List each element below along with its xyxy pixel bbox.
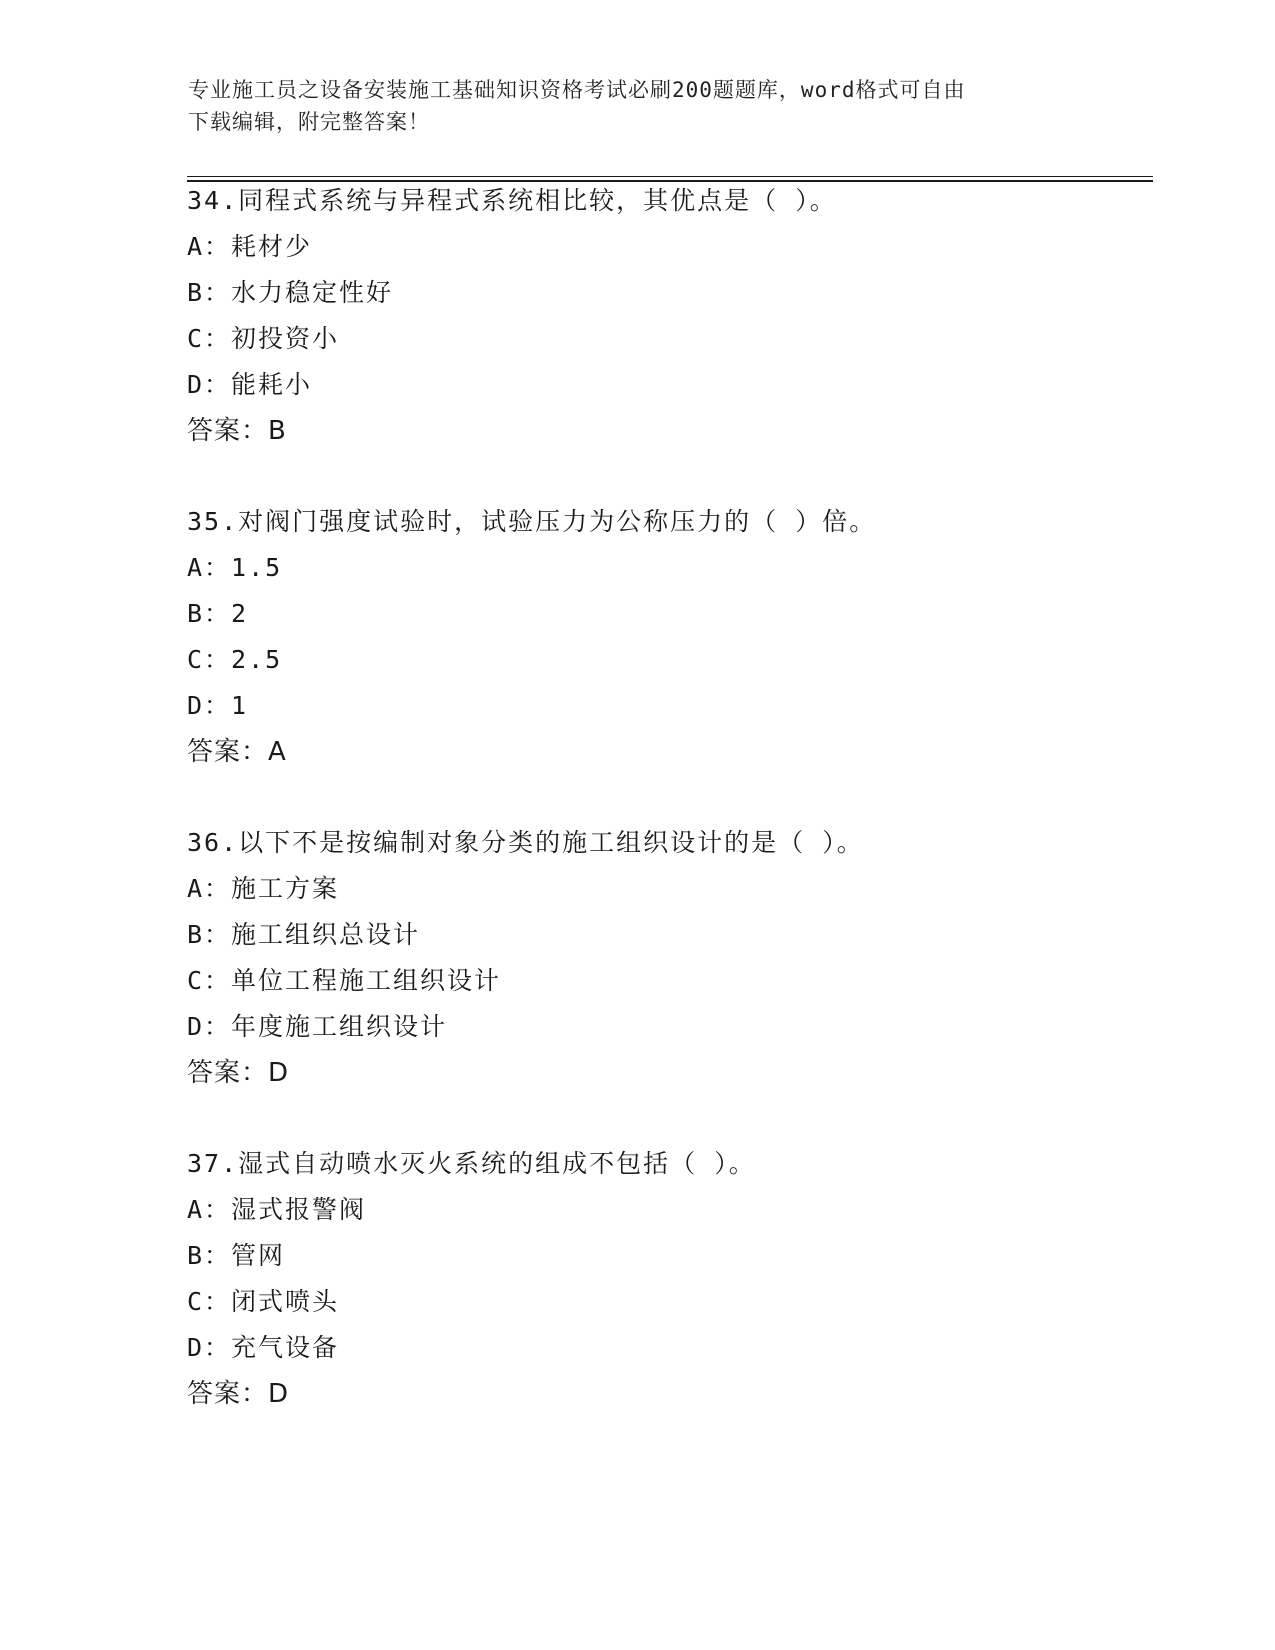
question-text: 35.对阀门强度试验时，试验压力为公称压力的（ ）倍。: [187, 507, 877, 536]
option-c: C：初投资小: [187, 324, 340, 353]
document-header: [188, 74, 1088, 138]
answer-label: 答案 ：: [187, 1058, 268, 1088]
option-b: B：水力稳定性好: [187, 278, 394, 307]
answer-line: [187, 1371, 1147, 1417]
option-a: A：湿式报警阀: [187, 1195, 367, 1224]
option-c: C：2.5: [187, 645, 283, 674]
answer-value: D: [268, 1379, 290, 1409]
answer-label: 答案 ：: [187, 737, 268, 767]
question-block: [187, 1141, 1147, 1417]
answer-line: [187, 408, 1147, 454]
option-b: B：管网: [187, 1241, 286, 1270]
option-a: A：耗材少: [187, 232, 313, 261]
option-d: D：1: [187, 691, 249, 720]
option-a: A：1.5: [187, 553, 283, 582]
question-text: 37.湿式自动喷水灭火系统的组成不包括（ ）。: [187, 1149, 756, 1178]
option-d: D：能耗小: [187, 370, 313, 399]
option-a: A：施工方案: [187, 874, 340, 903]
option-b: B：2: [187, 599, 249, 628]
option-d: D：充气设备: [187, 1333, 340, 1362]
answer-line: [187, 729, 1147, 775]
answer-value: A: [268, 737, 287, 767]
answer-value: B: [268, 416, 287, 446]
answer-label: 答案 ：: [187, 1379, 268, 1409]
header-line-1: 专业施工员之设备安装施工基础知识资格考试必刷200题题库，word格式可自由: [188, 78, 966, 102]
answer-line: [187, 1050, 1147, 1096]
question-text: 36.以下不是按编制对象分类的施工组织设计的是（ ）。: [187, 828, 864, 857]
option-b: B：施工组织总设计: [187, 920, 421, 949]
question-block: [187, 499, 1147, 775]
answer-value: D: [268, 1058, 290, 1088]
header-divider-thin: [187, 176, 1153, 177]
option-d: D：年度施工组织设计: [187, 1012, 448, 1041]
option-c: C：闭式喷头: [187, 1287, 340, 1316]
option-c: C：单位工程施工组织设计: [187, 966, 502, 995]
question-text: 34.同程式系统与异程式系统相比较，其优点是（ ）。: [187, 186, 837, 215]
question-block: [187, 820, 1147, 1096]
header-line-2: 下载编辑，附完整答案！: [188, 110, 430, 134]
question-block: [187, 178, 1147, 454]
answer-label: 答案 ：: [187, 416, 268, 446]
